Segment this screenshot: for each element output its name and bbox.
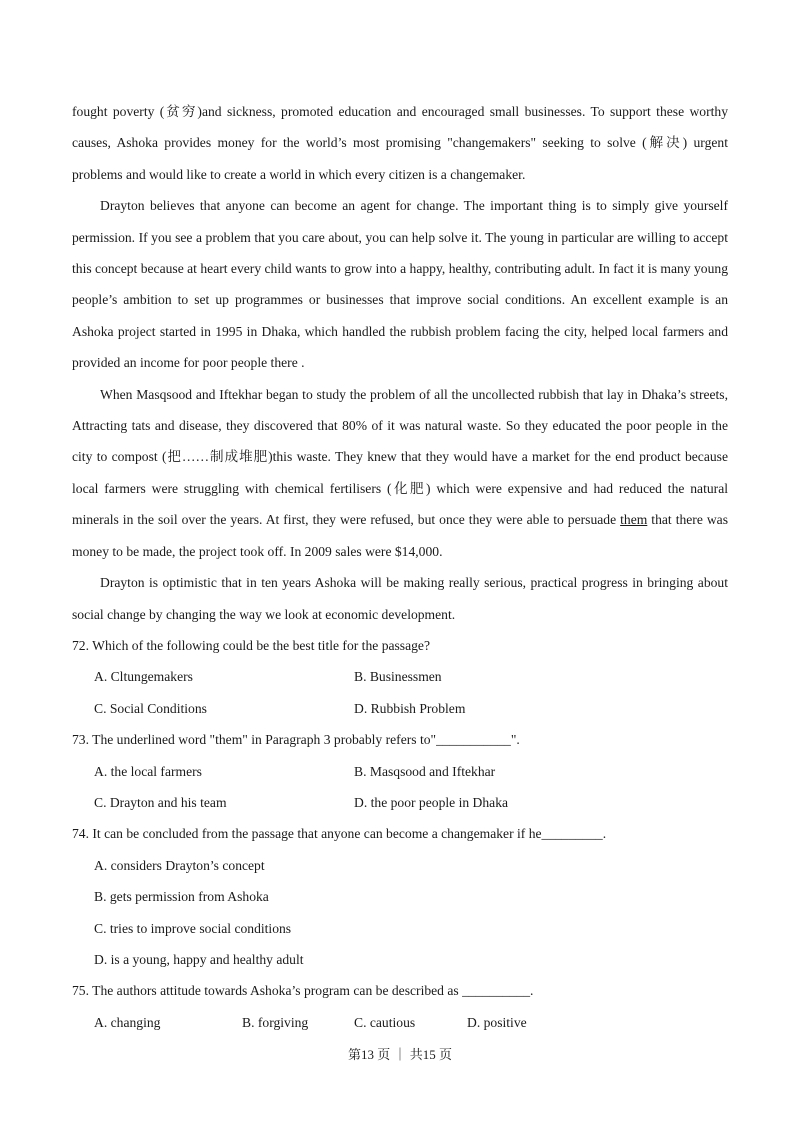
question-73-option-d: D. the poor people in Dhaka bbox=[354, 794, 509, 810]
question-73-option-a: A. the local farmers bbox=[94, 763, 202, 779]
page-number-footer: 第13 页 ｜ 共15 页 bbox=[347, 1047, 452, 1062]
paragraph-2: Drayton believes that anyone can become an agent for change. The important thing is to simply give yourself permission. If you see a problem that you care about, you can help solve it. The young in particular are willing to accept this concept because at heart every child wants to grow into a happy, healthy, contributing adult. In fact it is many young people’s ambition to set up programmes or businesses that improve social conditions. An excellent example is an Ashoka project started in 1995 in Dhaka, which handled the rubbish problem facing the city, helped local farmers and provided an income for poor people there . bbox=[72, 198, 728, 371]
question-75-option-c: C. cautious bbox=[354, 1014, 416, 1030]
paragraph-3-text-before: When Masqsood and Iftekhar began to study the problem of all the uncollected rubbish that lay in Dhaka’s streets, Attracting tats and disease, they discovered that 80% of it was natural waste. So they educated the poor people in the city to compost (把……制成堆肥)this waste. They knew that they would have a market for the end product because local farmers were struggling with chemical fertilisers (化肥) which were expensive and had reduced the natural minerals in the soil over the years. At first, they were refused, but once they were able to persuade bbox=[72, 386, 728, 528]
question-73 bbox=[72, 724, 728, 818]
question-75 bbox=[72, 975, 728, 1038]
underlined-word-them: them bbox=[620, 512, 648, 528]
paragraph-continued: fought poverty (贫穷)and sickness, promoted education and encouraged small businesses. To support these worthy causes, Ashoka provides money for the world’s most promising "changemakers" seeking to solve (解决) urgent problems and would like to create a world in which every citizen is a changemaker. bbox=[72, 104, 728, 182]
question-73-stem: 73. The underlined word "them" in Paragraph 3 probably refers to"___________". bbox=[72, 732, 520, 748]
question-74-option-b: B. gets permission from Ashoka bbox=[94, 889, 269, 905]
question-75-option-b: B. forgiving bbox=[242, 1014, 309, 1030]
question-72-option-b: B. Businessmen bbox=[354, 669, 442, 685]
paragraph-3-text-after: that there was money to be made, the project took off. In 2009 sales were $14,000. bbox=[72, 512, 728, 559]
question-72-stem: 72. Which of the following could be the best title for the passage? bbox=[72, 637, 430, 653]
question-75-option-d: D. positive bbox=[467, 1014, 527, 1030]
question-74-option-a: A. considers Drayton’s concept bbox=[94, 857, 265, 873]
question-72-option-a: A. Cltungemakers bbox=[94, 669, 193, 685]
question-73-option-c: C. Drayton and his team bbox=[94, 794, 227, 810]
question-72-option-d: D. Rubbish Problem bbox=[354, 700, 466, 716]
paragraph-4: Drayton is optimistic that in ten years Ashoka will be making really serious, practical progress in bringing about social change by changing the way we look at economic development. bbox=[72, 575, 728, 622]
question-72-option-c: C. Social Conditions bbox=[94, 700, 207, 716]
question-74-option-c: C. tries to improve social conditions bbox=[94, 920, 292, 936]
question-75-stem: 75. The authors attitude towards Ashoka’s program can be described as __________. bbox=[72, 983, 534, 999]
question-75-option-a: A. changing bbox=[94, 1014, 161, 1030]
reading-passage bbox=[72, 96, 728, 1038]
question-72 bbox=[72, 630, 728, 724]
paragraph-3 bbox=[72, 379, 728, 567]
question-74 bbox=[72, 818, 728, 975]
question-73-option-b: B. Masqsood and Iftekhar bbox=[354, 763, 496, 779]
question-74-option-d: D. is a young, happy and healthy adult bbox=[94, 951, 304, 967]
question-74-stem: 74. It can be concluded from the passage that anyone can become a changemaker if he_________. bbox=[72, 826, 607, 842]
